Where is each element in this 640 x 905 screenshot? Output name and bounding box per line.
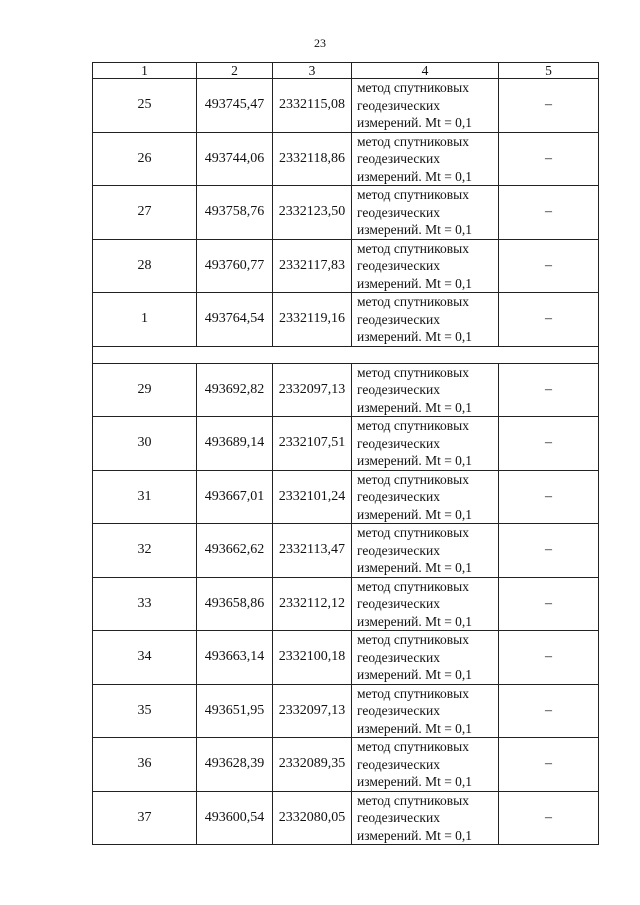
coordinates-table <box>92 62 599 845</box>
table-row <box>93 631 599 685</box>
y-coordinate-cell: 2332097,13 <box>273 363 352 417</box>
x-coordinate-cell: 493663,14 <box>197 631 273 685</box>
point-number-cell: 28 <box>93 239 197 293</box>
method-line: геодезических <box>357 258 440 273</box>
x-coordinate-cell: 493758,76 <box>197 186 273 240</box>
x-coordinate-cell: 493689,14 <box>197 417 273 471</box>
method-line: измерений. Mt = 0,1 <box>357 275 473 291</box>
method-cell <box>352 470 499 524</box>
x-coordinate-cell: 493760,77 <box>197 239 273 293</box>
method-line: измерений. Mt = 0,1 <box>357 827 473 843</box>
method-cell <box>352 239 499 293</box>
table-row <box>93 186 599 240</box>
point-number-cell: 33 <box>93 577 197 631</box>
method-cell <box>352 524 499 578</box>
y-coordinate-cell: 2332115,08 <box>273 79 352 133</box>
method-line: метод спутниковых <box>357 685 469 701</box>
dash-cell: – <box>499 684 599 738</box>
method-line: геодезических <box>357 311 440 327</box>
x-coordinate-cell: 493764,54 <box>197 293 273 347</box>
dash-cell: – <box>499 631 599 685</box>
y-coordinate-cell: 2332097,13 <box>273 684 352 738</box>
separator-cell <box>93 346 599 363</box>
method-cell <box>352 791 499 845</box>
y-coordinate-cell: 2332100,18 <box>273 631 352 685</box>
x-coordinate-cell: 493744,06 <box>197 132 273 186</box>
dash-cell: – <box>499 186 599 240</box>
x-coordinate-cell: 493692,82 <box>197 363 273 417</box>
method-line: метод спутниковых <box>357 525 469 540</box>
method-line: геодезических <box>357 542 440 558</box>
method-line: геодезических <box>357 596 440 611</box>
header-row <box>93 63 599 79</box>
table-row <box>93 293 599 347</box>
y-coordinate-cell: 2332080,05 <box>273 791 352 845</box>
method-line: метод спутниковых <box>357 739 469 754</box>
table-row <box>93 132 599 186</box>
y-coordinate-cell: 2332107,51 <box>273 417 352 471</box>
point-number-cell: 1 <box>93 293 197 347</box>
method-line: геодезических <box>357 204 440 220</box>
column-header-2: 2 <box>197 63 273 79</box>
dash-cell: – <box>499 577 599 631</box>
separator-row <box>93 346 599 363</box>
method-line: геодезических <box>357 810 440 825</box>
method-cell <box>352 684 499 738</box>
x-coordinate-cell: 493651,95 <box>197 684 273 738</box>
point-number-cell: 29 <box>93 363 197 417</box>
y-coordinate-cell: 2332089,35 <box>273 738 352 792</box>
method-cell <box>352 132 499 186</box>
point-number-cell: 31 <box>93 470 197 524</box>
dash-cell: – <box>499 239 599 293</box>
column-header-3: 3 <box>273 63 352 79</box>
dash-cell: – <box>499 738 599 792</box>
method-line: измерений. Mt = 0,1 <box>357 774 473 789</box>
method-line: геодезических <box>357 382 440 397</box>
y-coordinate-cell: 2332119,16 <box>273 293 352 347</box>
y-coordinate-cell: 2332117,83 <box>273 239 352 293</box>
point-number-cell: 35 <box>93 684 197 738</box>
method-cell <box>352 293 499 347</box>
y-coordinate-cell: 2332112,12 <box>273 577 352 631</box>
method-line: геодезических <box>357 489 440 504</box>
method-line: метод спутниковых <box>357 240 469 256</box>
point-number-cell: 32 <box>93 524 197 578</box>
method-line: измерений. Mt = 0,1 <box>357 720 473 736</box>
method-cell <box>352 417 499 471</box>
method-line: измерений. Mt = 0,1 <box>357 667 473 682</box>
method-line: измерений. Mt = 0,1 <box>357 453 473 468</box>
method-cell <box>352 363 499 417</box>
method-line: метод спутниковых <box>357 792 469 808</box>
table-row <box>93 417 599 471</box>
table-row <box>93 239 599 293</box>
y-coordinate-cell: 2332118,86 <box>273 132 352 186</box>
method-cell <box>352 577 499 631</box>
method-line: геодезических <box>357 649 440 665</box>
method-line: измерений. Mt = 0,1 <box>357 560 473 575</box>
table-row <box>93 684 599 738</box>
x-coordinate-cell: 493628,39 <box>197 738 273 792</box>
method-line: метод спутниковых <box>357 294 469 309</box>
method-line: измерений. Mt = 0,1 <box>357 168 473 184</box>
point-number-cell: 37 <box>93 791 197 845</box>
y-coordinate-cell: 2332113,47 <box>273 524 352 578</box>
table-row <box>93 524 599 578</box>
dash-cell: – <box>499 79 599 133</box>
method-line: измерений. Mt = 0,1 <box>357 506 473 522</box>
method-line: геодезических <box>357 151 440 166</box>
x-coordinate-cell: 493662,62 <box>197 524 273 578</box>
dash-cell: – <box>499 524 599 578</box>
table-row <box>93 79 599 133</box>
method-line: метод спутниковых <box>357 471 469 487</box>
dash-cell: – <box>499 132 599 186</box>
point-number-cell: 36 <box>93 738 197 792</box>
point-number-cell: 34 <box>93 631 197 685</box>
dash-cell: – <box>499 293 599 347</box>
method-cell <box>352 738 499 792</box>
method-line: измерений. Mt = 0,1 <box>357 399 473 415</box>
method-cell <box>352 186 499 240</box>
method-line: измерений. Mt = 0,1 <box>357 222 473 237</box>
dash-cell: – <box>499 791 599 845</box>
dash-cell: – <box>499 417 599 471</box>
method-line: метод спутниковых <box>357 632 469 647</box>
method-line: метод спутниковых <box>357 364 469 380</box>
table-row <box>93 791 599 845</box>
x-coordinate-cell: 493667,01 <box>197 470 273 524</box>
y-coordinate-cell: 2332101,24 <box>273 470 352 524</box>
table-body <box>93 79 599 845</box>
method-line: геодезических <box>357 756 440 772</box>
dash-cell: – <box>499 470 599 524</box>
point-number-cell: 26 <box>93 132 197 186</box>
table-row <box>93 363 599 417</box>
method-cell <box>352 79 499 133</box>
method-line: измерений. Mt = 0,1 <box>357 613 473 629</box>
method-line: измерений. Mt = 0,1 <box>357 329 473 344</box>
dash-cell: – <box>499 363 599 417</box>
y-coordinate-cell: 2332123,50 <box>273 186 352 240</box>
page-number: 23 <box>314 36 326 50</box>
method-line: геодезических <box>357 435 440 451</box>
column-header-4: 4 <box>352 63 499 79</box>
table-row <box>93 577 599 631</box>
x-coordinate-cell: 493745,47 <box>197 79 273 133</box>
table-row <box>93 738 599 792</box>
method-line: метод спутниковых <box>357 418 469 433</box>
x-coordinate-cell: 493658,86 <box>197 577 273 631</box>
point-number-cell: 30 <box>93 417 197 471</box>
column-header-1: 1 <box>93 63 197 79</box>
method-line: метод спутниковых <box>357 80 469 95</box>
method-line: метод спутниковых <box>357 133 469 149</box>
method-cell <box>352 631 499 685</box>
x-coordinate-cell: 493600,54 <box>197 791 273 845</box>
method-line: геодезических <box>357 703 440 718</box>
method-line: метод спутниковых <box>357 578 469 594</box>
method-line: измерений. Mt = 0,1 <box>357 115 473 130</box>
method-line: геодезических <box>357 97 440 113</box>
point-number-cell: 27 <box>93 186 197 240</box>
point-number-cell: 25 <box>93 79 197 133</box>
method-line: метод спутниковых <box>357 187 469 202</box>
column-header-5: 5 <box>499 63 599 79</box>
table-row <box>93 470 599 524</box>
